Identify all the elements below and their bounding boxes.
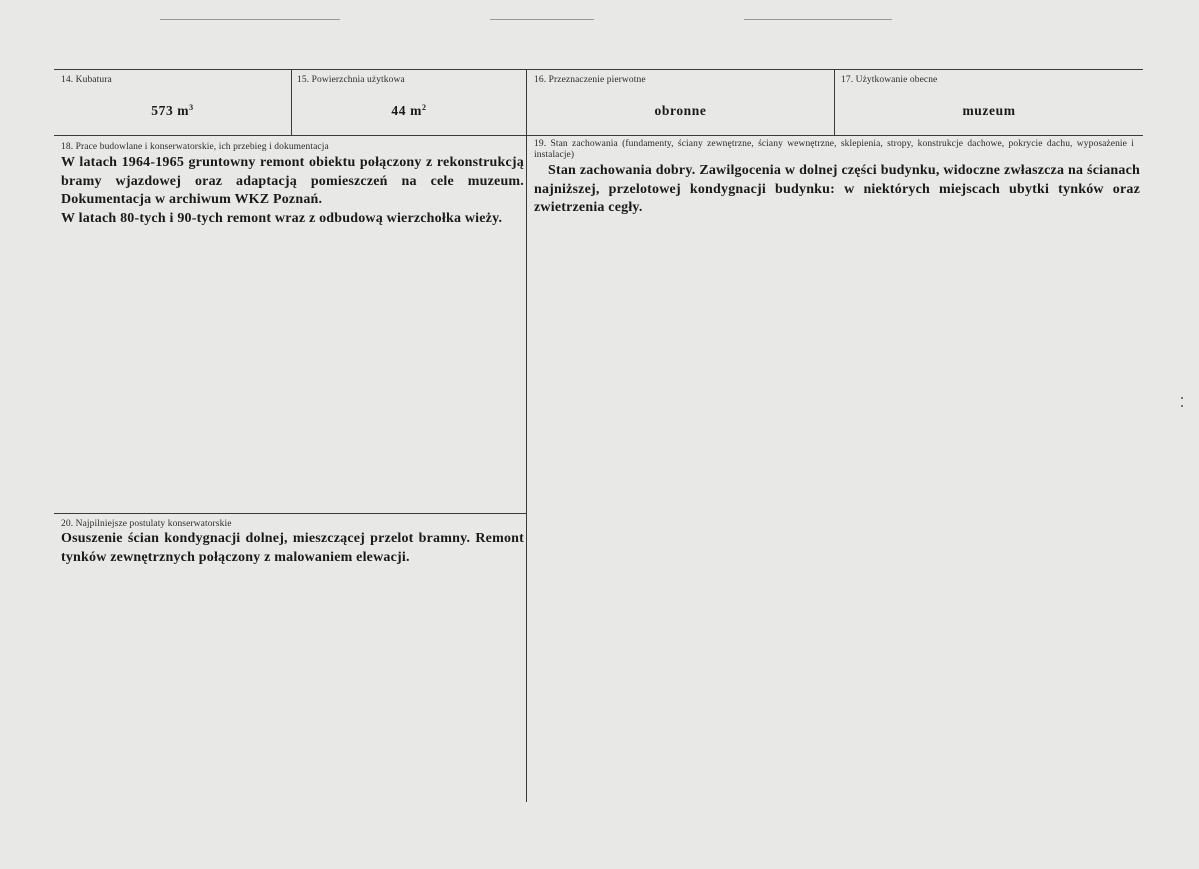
field-16-label: 16. Przeznaczenie pierwotne [534,75,646,85]
field-15-value-text: 44 m [391,103,422,118]
field-18-label: 18. Prace budowlane i konserwatorskie, ich przebieg i dokumentacja [61,142,329,152]
top-remnant-line-1 [160,19,340,20]
field-14-value [54,103,291,119]
top-remnant-line-3 [744,19,892,20]
grid-top-rule [54,69,1143,70]
field-16-value: obronne [654,103,707,118]
field-18-paragraph-1: W latach 1964-1965 gruntowny remont obiektu połączony z rekonstrukcją bramy wjazdowej oraz adaptacją pomieszczeń na cele muzeum. Dokumentacja w archiwum WKZ Poznań. [61,155,524,207]
field-17-value: muzeum [962,103,1016,118]
scan-speck-1 [1181,397,1183,399]
field-15-unit-exponent: 2 [421,103,427,112]
field-20-text: Osuszenie ścian kondygnacji dolnej, mieszczącej przelot bramny. Remont tynków zewnętrznych połączony z malowaniem elewacji. [61,531,524,565]
grid-center-divider [526,69,527,802]
field-14-unit-exponent: 3 [189,103,194,112]
field-18-text [61,154,524,228]
field-14-value-text: 573 m [151,103,190,118]
field-15-label: 15. Powierzchnia użytkowa [297,75,405,85]
field-20-label: 20. Najpilniejsze postulaty konserwatorskie [61,519,232,529]
field-19-text: Stan zachowania dobry. Zawilgocenia w dolnej części budynku, widoczne zwłaszcza na ścianach najniższej, przelotowej kondygnacji budynku: w niektórych miejscach ubytki tynków oraz zwietrzenia cegły. [534,163,1140,215]
field-14-label: 14. Kubatura [61,75,112,85]
top-remnant-line-2 [490,19,594,20]
scan-speck-2 [1181,405,1183,407]
grid-row1-bottom-rule [54,135,1143,136]
field-18-paragraph-2: W latach 80-tych i 90-tych remont wraz z odbudową wierzchołka wieży. [61,210,503,226]
field-19-label: 19. Stan zachowania (fundamenty, ściany zewnętrzne, ściany wewnętrzne, sklepienia, stropy, konstrukcje dachowe, pokrycie dachu, wyposażenie i instalacje) [534,139,1134,160]
grid-box20-top-rule [54,513,526,514]
field-17-label: 17. Użytkowanie obecne [841,75,938,85]
field-15-value [292,103,526,119]
